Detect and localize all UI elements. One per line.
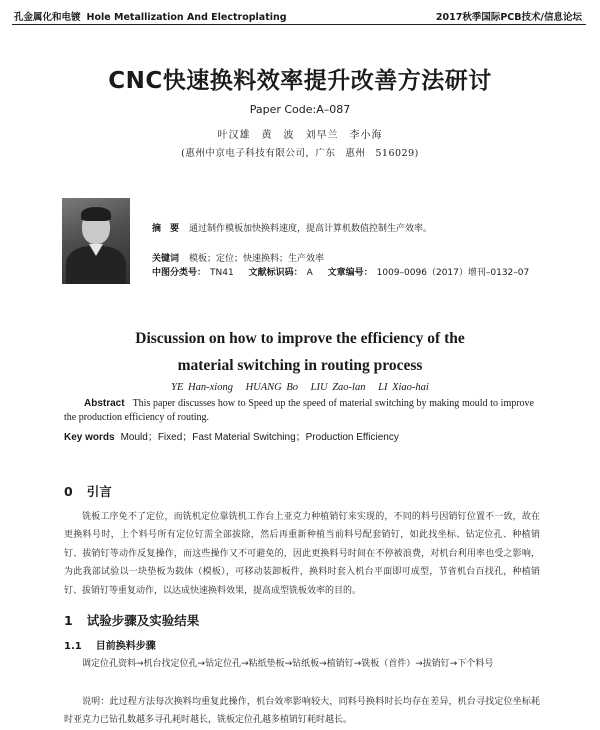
- section-1-title: 试验步骤及实验结果: [86, 613, 200, 628]
- abstract-cn-label: 摘 要: [152, 224, 180, 234]
- author-en: YE Han-xiong: [171, 382, 233, 393]
- running-header-left: [14, 9, 287, 23]
- section-1-heading: [64, 611, 199, 629]
- keywords-en-label: Key words: [64, 432, 115, 443]
- authors-cn: 叶汉雄 黄 波 刘早兰 李小海: [217, 130, 383, 141]
- abstract-en-text: This paper discusses how to Speed up the speed of material switching by making mould to improve the production efficiency of routing.: [64, 398, 534, 423]
- classification-label: 中图分类号：: [152, 268, 207, 278]
- abstract-cn-text: 通过制作模板加快换料速度，提高计算机数值控制生产效率。: [189, 224, 433, 234]
- section-1-1-number: 1.1: [64, 641, 82, 652]
- paper-code: Paper Code:A–087: [249, 103, 351, 116]
- classification-row: [152, 265, 541, 278]
- section-0-number: 0: [64, 484, 73, 499]
- affiliation-cn: (惠州中京电子科技有限公司，广东 惠州 516029): [181, 148, 419, 159]
- abstract-en: [64, 397, 534, 425]
- paper-title-en-line2: material switching in routing process: [177, 357, 423, 374]
- abstract-en-label: Abstract: [84, 398, 125, 409]
- journal-section-cn: 孔金属化和电镀: [14, 12, 81, 23]
- keywords-cn-text: 模板；定位；快速换料；生产效率: [189, 254, 325, 264]
- section-1-1-body: 调定位孔资料→机台找定位孔→钻定位孔→粘纸垫板→钻纸板→植销钉→铣板（首件）→拔销钉→下个料号: [82, 659, 494, 669]
- section-1-1-note: 说明：此过程方法每次换料均重复此操作，机台效率影响较大，同料号换料时长均存在差异，机台寻找定位坐标耗时亚克力已钻孔数越多寻孔耗时越长，铣板定位孔越多植销钉耗时越长。: [64, 697, 540, 726]
- section-0-body: 铣板工序免不了定位，而铣机定位靠铣机工作台上亚克力种植销钉来实现的，不同的料号因销钉位置不一致，故在更换料号时，上个料号所有定位钉需全部拔除，然后再重新种植当前料号配套销钉，如此找坐标、钻定位孔、种植销钉、拔销钉等动作反复操作，而这些操作又不可避免的，因此更换料号时间在不停被浪费，对机台利用率也受之影响，为此我部试验以一块垫板为载体（模板），可移动装卸板件，换料时套入机台平面即可成型，节省机台百找孔，种植销钉、拔销钉等重复动作，以达成快速换料效果，提高成型铣板效率的目的。: [64, 512, 540, 596]
- paper-title-cn: CNC快速换料效率提升改善方法研讨: [108, 68, 492, 94]
- author-photo: [62, 198, 130, 284]
- author-en: HUANG Bo: [245, 382, 299, 393]
- photo-hair-shape: [81, 207, 111, 221]
- section-1-number: 1: [64, 613, 73, 628]
- doc-code-value: A: [306, 268, 313, 278]
- keywords-en: [64, 428, 399, 443]
- paper-title-en-line1: Discussion on how to improve the efficiency of the: [135, 330, 465, 347]
- section-1-1-heading: [64, 637, 156, 652]
- article-no-value: 1009–0096（2017）增刊–0132–07: [376, 268, 530, 278]
- header-divider: [12, 24, 586, 25]
- section-0-heading: [64, 482, 112, 500]
- journal-section-en: Hole Metallization And Electroplating: [86, 12, 287, 23]
- article-no-label: 文章编号：: [327, 268, 373, 278]
- authors-en: [0, 382, 600, 393]
- keywords-cn-label: 关键词: [152, 254, 180, 264]
- classification-value: TN41: [210, 268, 234, 278]
- abstract-cn: [152, 221, 432, 234]
- keywords-cn: [152, 251, 324, 264]
- author-en: LI Xiao-hai: [378, 382, 429, 393]
- doc-code-label: 文献标识码：: [248, 268, 303, 278]
- section-1-1-title: 目前换料步骤: [95, 641, 156, 652]
- author-en: LIU Zao-lan: [310, 382, 366, 393]
- running-header-forum: 2017秋季国际PCB技术/信息论坛: [435, 12, 582, 23]
- keywords-en-text: Mould；Fixed；Fast Material Switching；Production Efficiency: [120, 432, 399, 443]
- section-0-title: 引言: [86, 484, 112, 499]
